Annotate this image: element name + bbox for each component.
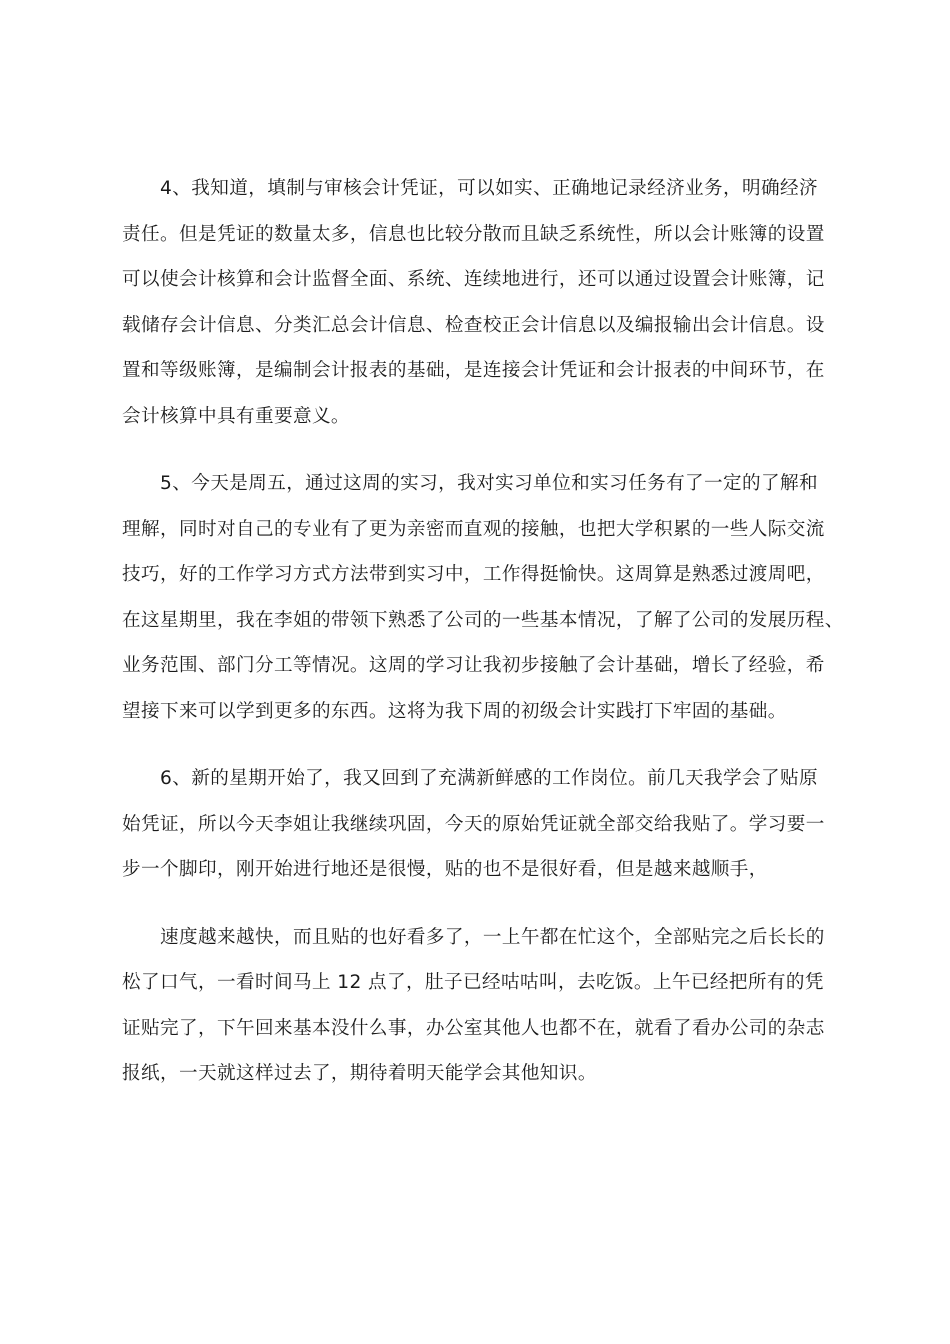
paragraph-line: 始凭证，所以今天李姐让我继续巩固，今天的原始凭证就全部交给我贴了。学习要一 bbox=[122, 813, 825, 835]
paragraph-line: 责任。但是凭证的数量太多，信息也比较分散而且缺乏系统性，所以会计账簿的设置 bbox=[122, 223, 825, 245]
paragraph-line: 会计核算中具有重要意义。 bbox=[122, 405, 350, 427]
paragraph-line: 技巧，好的工作学习方式方法带到实习中，工作得挺愉快。这周算是熟悉过渡周吧， bbox=[122, 564, 825, 585]
paragraph-line: 可以使会计核算和会计监督全面、系统、连续地进行，还可以通过设置会计账簿，记 bbox=[122, 269, 825, 290]
paragraph-line: 步一个脚印，刚开始进行地还是很慢，贴的也不是很好看，但是越来越顺手， bbox=[122, 859, 768, 880]
paragraph-6 bbox=[122, 756, 834, 893]
paragraph-line: 望接下来可以学到更多的东西。这将为我下周的初级会计实践打下牢固的基础。 bbox=[122, 700, 787, 722]
paragraph-line: 载储存会计信息、分类汇总会计信息、检查校正会计信息以及编报输出会计信息。设 bbox=[122, 314, 825, 336]
document-body bbox=[122, 166, 844, 1119]
paragraph-line: 证贴完了，下午回来基本没什么事，办公室其他人也都不在，就看了看办公司的杂志 bbox=[122, 1017, 825, 1039]
paragraph-line: 报纸，一天就这样过去了，期待着明天能学会其他知识。 bbox=[122, 1063, 597, 1084]
paragraph-line: 置和等级账簿，是编制会计报表的基础，是连接会计凭证和会计报表的中间环节，在 bbox=[122, 360, 825, 381]
paragraph-4 bbox=[122, 166, 834, 439]
paragraph-line: 松了口气，一看时间马上 12 点了，肚子已经咕咕叫，去吃饭。上午已经把所有的凭 bbox=[122, 972, 824, 993]
paragraph-line: 4、我知道，填制与审核会计凭证，可以如实、正确地记录经济业务，明确经济 bbox=[160, 178, 819, 199]
paragraph-line: 在这星期里，我在李姐的带领下熟悉了公司的一些基本情况，了解了公司的发展历程、 bbox=[122, 609, 844, 631]
paragraph-5 bbox=[122, 461, 844, 734]
paragraph-line: 5、今天是周五，通过这周的实习，我对实习单位和实习任务有了一定的了解和 bbox=[160, 473, 819, 494]
paragraph-line: 6、新的星期开始了，我又回到了充满新鲜感的工作岗位。前几天我学会了贴原 bbox=[160, 768, 819, 789]
paragraph-line: 速度越来越快，而且贴的也好看多了，一上午都在忙这个，全部贴完之后长长的 bbox=[160, 926, 825, 948]
paragraph-line: 理解，同时对自己的专业有了更为亲密而直观的接触，也把大学积累的一些人际交流 bbox=[122, 518, 825, 540]
paragraph-line: 业务范围、部门分工等情况。这周的学习让我初步接触了会计基础，增长了经验，希 bbox=[122, 655, 825, 676]
paragraph-6-continued bbox=[122, 915, 834, 1097]
